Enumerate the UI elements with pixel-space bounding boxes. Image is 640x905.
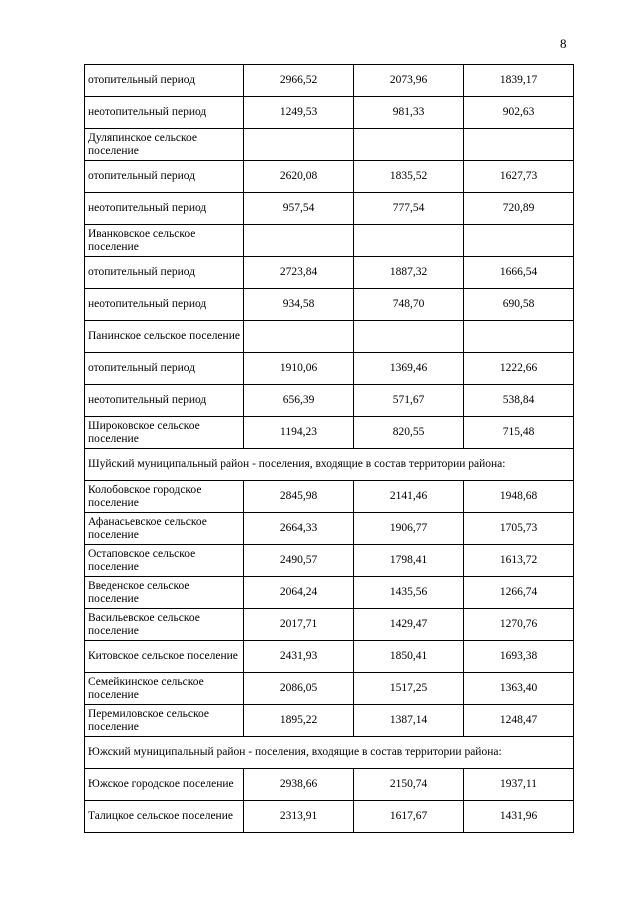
value-cell-1: 2620,08 <box>244 161 354 193</box>
table-row <box>85 129 574 161</box>
section-header-text: Шуйский муниципальный район - поселения, входящие в состав территории района: <box>85 449 574 481</box>
value-cell-3: 1270,76 <box>464 609 574 641</box>
row-name-cell: Дуляпинское сельское поселение <box>85 129 244 161</box>
value-cell-1: 2938,66 <box>244 769 354 801</box>
value-cell-1: 2086,05 <box>244 673 354 705</box>
row-name-cell: Колобовское городское поселение <box>85 481 244 513</box>
row-name-cell: отопительный период <box>85 257 244 289</box>
value-cell-1: 2064,24 <box>244 577 354 609</box>
value-cell-2: 2150,74 <box>354 769 464 801</box>
table-row <box>85 353 574 385</box>
value-cell-1: 1249,53 <box>244 97 354 129</box>
value-cell-3: 1948,68 <box>464 481 574 513</box>
value-cell-1 <box>244 321 354 353</box>
row-name-cell: Широковское сельское поселение <box>85 417 244 449</box>
value-cell-3: 1693,38 <box>464 641 574 673</box>
page-number: 8 <box>560 36 567 51</box>
value-cell-3: 1839,17 <box>464 65 574 97</box>
value-cell-2: 777,54 <box>354 193 464 225</box>
table-row <box>85 513 574 545</box>
value-cell-3: 1266,74 <box>464 577 574 609</box>
value-cell-3: 715,48 <box>464 417 574 449</box>
value-cell-2: 2073,96 <box>354 65 464 97</box>
row-name-cell: Китовское сельское поселение <box>85 641 244 673</box>
value-cell-1: 2017,71 <box>244 609 354 641</box>
row-name-cell: отопительный период <box>85 65 244 97</box>
value-cell-1 <box>244 129 354 161</box>
value-cell-3: 538,84 <box>464 385 574 417</box>
value-cell-2: 1906,77 <box>354 513 464 545</box>
value-cell-2: 1517,25 <box>354 673 464 705</box>
value-cell-2: 1850,41 <box>354 641 464 673</box>
value-cell-1: 1910,06 <box>244 353 354 385</box>
value-cell-2: 1435,56 <box>354 577 464 609</box>
table-row <box>85 321 574 353</box>
value-cell-3: 1363,40 <box>464 673 574 705</box>
row-name-cell: отопительный период <box>85 161 244 193</box>
value-cell-3 <box>464 225 574 257</box>
table-row <box>85 577 574 609</box>
value-cell-2: 571,67 <box>354 385 464 417</box>
value-cell-2: 820,55 <box>354 417 464 449</box>
section-header-row <box>85 737 574 769</box>
row-name-cell: Панинское сельское поселение <box>85 321 244 353</box>
row-name-cell: неотопительный период <box>85 289 244 321</box>
value-cell-1: 934,58 <box>244 289 354 321</box>
value-cell-3: 1937,11 <box>464 769 574 801</box>
row-name-cell: Афанасьевское сельское поселение <box>85 513 244 545</box>
table-row <box>85 161 574 193</box>
row-name-cell: Иванковское сельское поселение <box>85 225 244 257</box>
value-cell-3: 690,58 <box>464 289 574 321</box>
table-row <box>85 65 574 97</box>
table-row <box>85 609 574 641</box>
value-cell-3 <box>464 129 574 161</box>
table-row <box>85 257 574 289</box>
table-row <box>85 673 574 705</box>
value-cell-2: 1387,14 <box>354 705 464 737</box>
value-cell-3 <box>464 321 574 353</box>
table-row <box>85 801 574 833</box>
table-row <box>85 705 574 737</box>
value-cell-2: 1835,52 <box>354 161 464 193</box>
value-cell-2 <box>354 321 464 353</box>
row-name-cell: Семейкинское сельское поселение <box>85 673 244 705</box>
row-name-cell: Перемиловское сельское поселение <box>85 705 244 737</box>
value-cell-2: 1617,67 <box>354 801 464 833</box>
value-cell-2: 1798,41 <box>354 545 464 577</box>
value-cell-2: 1887,32 <box>354 257 464 289</box>
value-cell-3: 1666,54 <box>464 257 574 289</box>
value-cell-1: 2723,84 <box>244 257 354 289</box>
value-cell-1: 2845,98 <box>244 481 354 513</box>
row-name-cell: Васильевское сельское поселение <box>85 609 244 641</box>
table-row <box>85 481 574 513</box>
value-cell-2: 2141,46 <box>354 481 464 513</box>
row-name-cell: неотопительный период <box>85 97 244 129</box>
value-cell-1: 1194,23 <box>244 417 354 449</box>
value-cell-1 <box>244 225 354 257</box>
table-row <box>85 545 574 577</box>
value-cell-1: 656,39 <box>244 385 354 417</box>
value-cell-3: 1431,96 <box>464 801 574 833</box>
table-row <box>85 97 574 129</box>
value-cell-2 <box>354 225 464 257</box>
value-cell-2 <box>354 129 464 161</box>
row-name-cell: неотопительный период <box>85 385 244 417</box>
row-name-cell: Остаповское сельское поселение <box>85 545 244 577</box>
value-cell-2: 1369,46 <box>354 353 464 385</box>
value-cell-1: 2664,33 <box>244 513 354 545</box>
table-row <box>85 193 574 225</box>
row-name-cell: Южское городское поселение <box>85 769 244 801</box>
table-row <box>85 289 574 321</box>
value-cell-1: 957,54 <box>244 193 354 225</box>
value-cell-3: 1705,73 <box>464 513 574 545</box>
value-cell-3: 720,89 <box>464 193 574 225</box>
value-cell-1: 2313,91 <box>244 801 354 833</box>
value-cell-3: 902,63 <box>464 97 574 129</box>
row-name-cell: неотопительный период <box>85 193 244 225</box>
row-name-cell: Талицкое сельское поселение <box>85 801 244 833</box>
table-row <box>85 385 574 417</box>
value-cell-2: 748,70 <box>354 289 464 321</box>
value-cell-3: 1613,72 <box>464 545 574 577</box>
table-row <box>85 769 574 801</box>
table-row <box>85 641 574 673</box>
value-cell-3: 1248,47 <box>464 705 574 737</box>
section-header-text: Южский муниципальный район - поселения, входящие в состав территории района: <box>85 737 574 769</box>
table-body <box>85 65 574 833</box>
table-row <box>85 417 574 449</box>
section-header-row <box>85 449 574 481</box>
value-cell-1: 2966,52 <box>244 65 354 97</box>
value-cell-3: 1627,73 <box>464 161 574 193</box>
value-cell-1: 2490,57 <box>244 545 354 577</box>
value-cell-2: 981,33 <box>354 97 464 129</box>
value-cell-2: 1429,47 <box>354 609 464 641</box>
table-row <box>85 225 574 257</box>
row-name-cell: Введенское сельское поселение <box>85 577 244 609</box>
value-cell-1: 2431,93 <box>244 641 354 673</box>
row-name-cell: отопительный период <box>85 353 244 385</box>
heat-consumption-table <box>84 64 574 833</box>
value-cell-3: 1222,66 <box>464 353 574 385</box>
value-cell-1: 1895,22 <box>244 705 354 737</box>
